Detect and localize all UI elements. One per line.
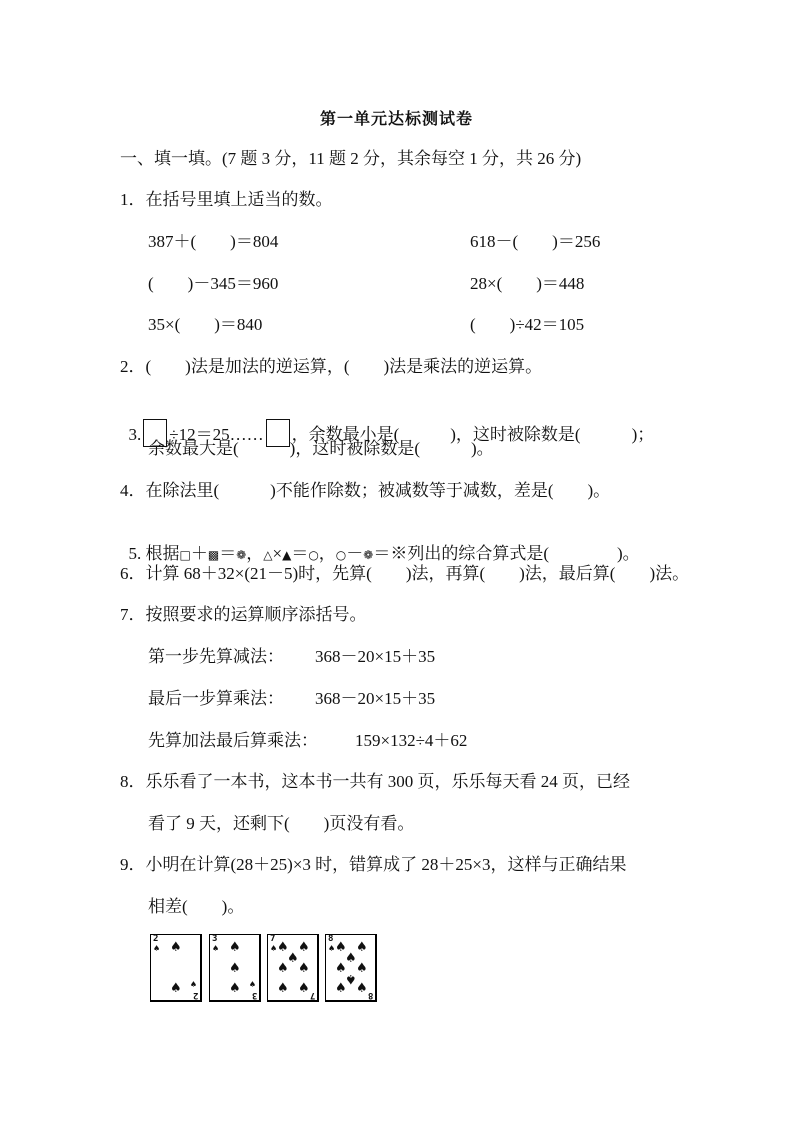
card-rank: 2 (192, 990, 198, 1000)
spade-icon: ♠ (356, 961, 368, 976)
section-heading: 一、填一填。(7 题 3 分，11 题 2 分，其余每空 1 分，共 26 分) (120, 149, 582, 168)
spade-icon: ♠ (277, 961, 289, 976)
q1-equation: 387＋( )＝804 (148, 232, 279, 251)
playing-card (267, 934, 319, 1002)
q2-text: 2．( )法是加法的逆运算，( )法是乘法的逆运算。 (120, 357, 543, 376)
spade-icon: ♠ (153, 944, 161, 953)
spade-icon: ♠ (335, 961, 347, 976)
q1-equation: 35×( )＝840 (148, 315, 263, 334)
q9-line2: 相差( )。 (148, 897, 245, 916)
playing-card (325, 934, 377, 1002)
spade-icon: ♠ (356, 940, 368, 955)
page-title: 第一单元达标测试卷 (319, 109, 473, 128)
q1-prompt: 1．在括号里填上适当的数。 (120, 190, 333, 209)
comma: ， (246, 544, 264, 563)
card-rank: 7 (309, 990, 315, 1000)
minus-sign: － (346, 544, 364, 563)
card-rank: 8 (367, 990, 373, 1000)
patterned-circle-icon: ❁ (363, 548, 374, 562)
plus-sign: ＋ (190, 544, 208, 563)
spade-icon: ♠ (298, 940, 310, 955)
card-rank: 3 (212, 934, 218, 944)
playing-card (209, 934, 261, 1002)
q1-equation: 618－( )＝256 (470, 232, 601, 251)
spade-icon: ♠ (298, 981, 310, 996)
spade-icon: ♠ (356, 981, 368, 996)
q7-item-label: 第一步先算减法： (148, 647, 284, 666)
circle-icon: ○ (308, 548, 319, 562)
triangle-icon: △ (263, 548, 273, 562)
q5-prefix: 5. 根据 (128, 544, 180, 563)
patterned-square-icon: ▩ (207, 548, 220, 562)
q1-equation: ( )－345＝960 (148, 274, 279, 293)
patterned-triangle-icon: ▲ (282, 548, 292, 562)
card-rank: 7 (270, 934, 276, 944)
q8-line2: 看了 9 天，还剩下( )页没有看。 (148, 814, 415, 833)
q5-suffix: 列出的综合算式是( )。 (407, 544, 640, 563)
q7-item-expression: 368－20×15＋35 (315, 647, 436, 666)
card-rank: 2 (153, 934, 159, 944)
q9-line1: 9．小明在计算(28＋25)×3 时，错算成了 28＋25×3，这样与正确结果 (120, 855, 627, 874)
reference-mark-icon: ※ (390, 544, 408, 563)
q5-line (120, 521, 640, 566)
small-square-icon: □ (179, 548, 191, 562)
q1-equation: ( )÷42＝105 (470, 315, 585, 334)
spade-icon: ♠ (277, 981, 289, 996)
spade-icon: ♠ (335, 940, 347, 955)
spade-icon: ♠ (229, 961, 241, 976)
comma: ， (318, 544, 336, 563)
equals-sign: ＝ (291, 544, 309, 563)
q8-line1: 8．乐乐看了一本书，这本书一共有 300 页，乐乐每天看 24 页，已经 (120, 772, 630, 791)
q1-equation: 28×( )＝448 (470, 274, 585, 293)
playing-card (150, 934, 202, 1002)
spade-icon: ♠ (270, 944, 278, 953)
spade-icon: ♠ (287, 951, 299, 966)
spade-icon: ♠ (335, 981, 347, 996)
q7-item-expression: 368－20×15＋35 (315, 689, 436, 708)
q7-item-label: 最后一步算乘法： (148, 689, 284, 708)
spade-icon: ♠ (345, 971, 357, 986)
q6-text: 6．计算 68＋32×(21－5)时，先算( )法，再算( )法，最后算( )法。 (120, 564, 690, 583)
circle-icon: ○ (335, 548, 347, 562)
q3-number: 3. (128, 425, 142, 444)
spade-icon: ♠ (170, 940, 182, 955)
spade-icon: ♠ (189, 980, 197, 989)
spade-icon: ♠ (170, 981, 182, 996)
card-rank: 3 (251, 990, 257, 1000)
spade-icon: ♠ (345, 951, 357, 966)
q7-item-label: 先算加法最后算乘法： (148, 731, 318, 750)
spade-icon: ♠ (229, 981, 241, 996)
spade-icon: ♠ (328, 944, 336, 953)
card-rank: 8 (328, 934, 334, 944)
equals-sign: ＝ (219, 544, 237, 563)
spade-icon: ♠ (248, 980, 256, 989)
q3-equation: ÷12＝25…… (169, 425, 264, 444)
times-sign: × (272, 544, 283, 563)
spade-icon: ♠ (277, 940, 289, 955)
spade-icon: ♠ (229, 940, 241, 955)
q7-prompt: 7．按照要求的运算顺序添括号。 (120, 605, 367, 624)
q4-text: 4．在除法里( )不能作除数；被减数等于减数，差是( )。 (120, 481, 611, 500)
patterned-circle-icon: ❁ (236, 548, 247, 562)
q7-item-expression: 159×132÷4＋62 (355, 731, 468, 750)
spade-icon: ♠ (298, 961, 310, 976)
equals-sign: ＝ (373, 544, 391, 563)
spade-icon: ♠ (212, 944, 220, 953)
q3-rest: ，余数最小是( )，这时被除数是( )； (291, 425, 655, 444)
q3-line2: 余数最大是( )，这时被除数是( )。 (148, 439, 494, 458)
